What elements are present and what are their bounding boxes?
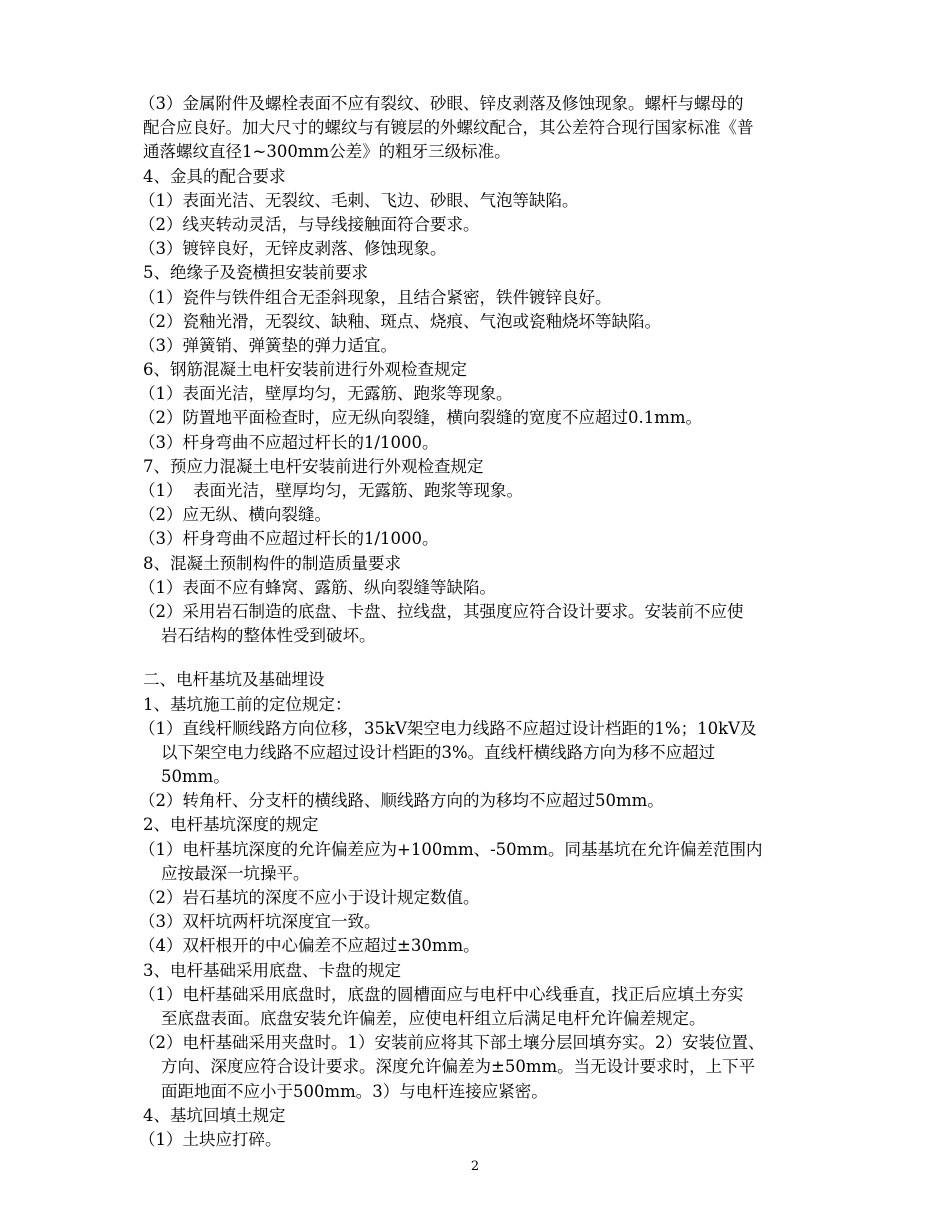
text-line: 5、绝缘子及瓷横担安装前要求 (143, 263, 368, 283)
text-line: 二、电杆基坑及基础埋设 (143, 670, 325, 690)
page-number: 2 (470, 1159, 480, 1174)
text-line: 1、基坑施工前的定位规定： (143, 694, 352, 714)
text-line: 至底盘表面。底盘安装允许偏差，应使电杆组立后满足电杆允许偏差规定。 (161, 1008, 706, 1028)
text-line: （1）表面光洁，壁厚均匀，无露筋、跑浆等现象。 (139, 384, 513, 404)
text-line: （1）表面不应有蜂窝、露筋、纵向裂缝等缺陷。 (139, 577, 496, 597)
text-line: （3）镀锌良好，无锌皮剥落、修蚀现象。 (139, 239, 447, 259)
text-line: （1）直线杆顺线路方向位移，35kV架空电力线路不应超过设计档距的1%；10kV及 (139, 718, 757, 738)
text-line: 方向、深度应符合设计要求。深度允许偏差为±50mm。当无设计要求时，上下平 (161, 1057, 756, 1077)
document-body (139, 92, 823, 1152)
text-line: 岩石结构的整体性受到破坏。 (161, 626, 376, 646)
text-line: 8、混凝土预制构件的制造质量要求 (143, 553, 401, 573)
text-line: （4）双杆根开的中心偏差不应超过±30mm。 (139, 936, 480, 956)
text-line: 应按最深一坑操平。 (161, 863, 310, 883)
text-line: （2）防置地平面检查时，应无纵向裂缝，横向裂缝的宽度不应超过0.1mm。 (139, 408, 703, 428)
text-line: 6、钢筋混凝土电杆安装前进行外观检查规定 (143, 360, 467, 380)
text-line: （1）电杆基坑深度的允许偏差应为+100mm、-50mm。同基基坑在允许偏差范围内 (139, 839, 763, 859)
text-line: （1）电杆基础采用底盘时，底盘的圆槽面应与电杆中心线垂直，找正后应填土夯实 (139, 984, 744, 1004)
text-line: 7、预应力混凝土电杆安装前进行外观检查规定 (143, 456, 484, 476)
text-line: 50mm。 (161, 767, 230, 787)
text-line: （1） 表面光洁，壁厚均匀，无露筋、跑浆等现象。 (139, 481, 523, 500)
text-line: 面距地面不应小于500mm。3）与电杆连接应紧密。 (161, 1081, 548, 1101)
text-line: 4、金具的配合要求 (143, 166, 286, 186)
text-line: （1）土块应打碎。 (139, 1129, 282, 1149)
text-line: 2、电杆基坑深度的规定 (143, 815, 319, 835)
text-line: （3）弹簧销、弹簧垫的弹力适宜。 (139, 335, 397, 355)
text-line: （2）采用岩石制造的底盘、卡盘、拉线盘，其强度应符合设计要求。安装前不应使 (139, 601, 744, 621)
text-line: （3）杆身弯曲不应超过杆长的1/1000。 (139, 529, 439, 549)
text-line: 以下架空电力线路不应超过设计档距的3%。直线杆横线路方向为移不应超过 (161, 742, 716, 762)
text-line: （2）岩石基坑的深度不应小于设计规定数值。 (139, 888, 480, 907)
text-line: （2）线夹转动灵活，与导线接触面符合要求。 (139, 214, 480, 234)
text-line: （1）瓷件与铁件组合无歪斜现象，且结合紧密，铁件镀锌良好。 (139, 287, 612, 307)
text-line: （2）电杆基础采用夹盘时。1）安装前应将其下部土壤分层回填夯实。2）安装位置、 (139, 1033, 765, 1053)
text-line: 4、基坑回填土规定 (143, 1105, 286, 1125)
text-line: （1）表面光洁、无裂纹、毛刺、飞边、砂眼、气泡等缺陷。 (139, 190, 579, 210)
text-line: 通落螺纹直径1~300mm公差》的粗牙三级标准。 (143, 142, 511, 162)
text-line: （2）瓷釉光滑，无裂纹、缺釉、斑点、烧痕、气泡或瓷釉烧坏等缺陷。 (139, 311, 661, 331)
text-line: （3）双杆坑两杆坑深度宜一致。 (139, 912, 381, 932)
text-line: （3）金属附件及螺栓表面不应有裂纹、砂眼、锌皮剥落及修蚀现象。螺杆与螺母的 (139, 94, 744, 113)
text-line: 3、电杆基础采用底盘、卡盘的规定 (143, 960, 401, 980)
text-line: （2）应无纵、横向裂缝。 (139, 505, 331, 525)
paragraph-gap (143, 648, 823, 668)
text-line: （2）转角杆、分支杆的横线路、顺线路方向的为移均不应超过50mm。 (139, 791, 664, 811)
text-line: 配合应良好。加大尺寸的螺纹与有镀层的外螺纹配合，其公差符合现行国家标准《普 (143, 118, 754, 138)
text-line: （3）杆身弯曲不应超过杆长的1/1000。 (139, 432, 439, 452)
